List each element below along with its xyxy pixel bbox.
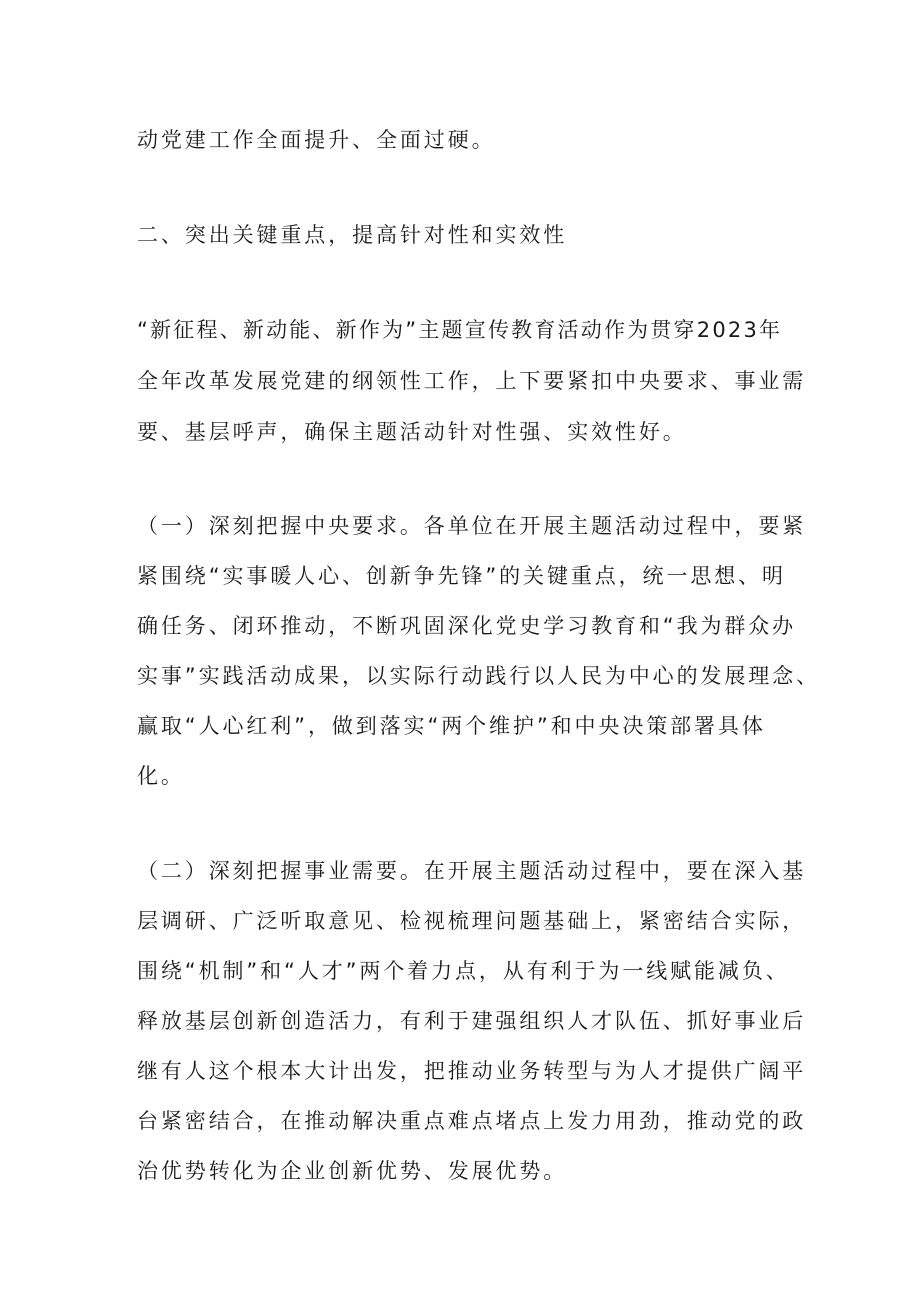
text-line: “新征程、新动能、新作为”主题宣传教育活动作为贯穿2023年	[137, 318, 783, 342]
text-line: 治优势转化为企业创新优势、发展优势。	[137, 1159, 568, 1183]
text-line: 释放基层创新创造活力，有利于建强组织人才队伍、抓好事业后	[137, 1009, 807, 1033]
text-line: （一）深刻把握中央要求。各单位在开展主题活动过程中，要紧	[137, 514, 807, 538]
text-line: （二）深刻把握事业需要。在开展主题活动过程中，要在深入基	[137, 859, 807, 883]
text-line: 继有人这个根本大计出发，把推动业务转型与为人才提供广阔平	[137, 1059, 807, 1083]
text-line: 围绕“机制”和“人才”两个着力点，从有利于为一线赋能减负、	[137, 959, 790, 983]
text-line: 动党建工作全面提升、全面过硬。	[137, 128, 496, 152]
text-line: 实事”实践活动成果，以实际行动践行以人民为中心的发展理念、	[137, 664, 820, 688]
text-line: 赢取“人心红利”，做到落实“两个维护”和中央决策部署具体	[137, 714, 766, 738]
text-line: 要、基层呼声，确保主题活动针对性强、实效性好。	[137, 420, 687, 444]
text-line: 确任务、闭环推动，不断巩固深化党史学习教育和“我为群众办	[137, 614, 797, 638]
text-line: 化。	[137, 764, 185, 788]
text-line: 全年改革发展党建的纲领性工作，上下要紧扣中央要求、事业需	[137, 369, 807, 393]
text-line: 台紧密结合，在推动解决重点难点堵点上发力用劲，推动党的政	[137, 1109, 807, 1133]
section-heading: 二、突出关键重点，提高针对性和实效性	[137, 223, 568, 247]
text-line: 紧围绕“实事暖人心、创新争先锋”的关键重点，统一思想、明	[137, 564, 786, 588]
text-line: 层调研、广泛听取意见、检视梳理问题基础上，紧密结合实际，	[137, 909, 807, 933]
